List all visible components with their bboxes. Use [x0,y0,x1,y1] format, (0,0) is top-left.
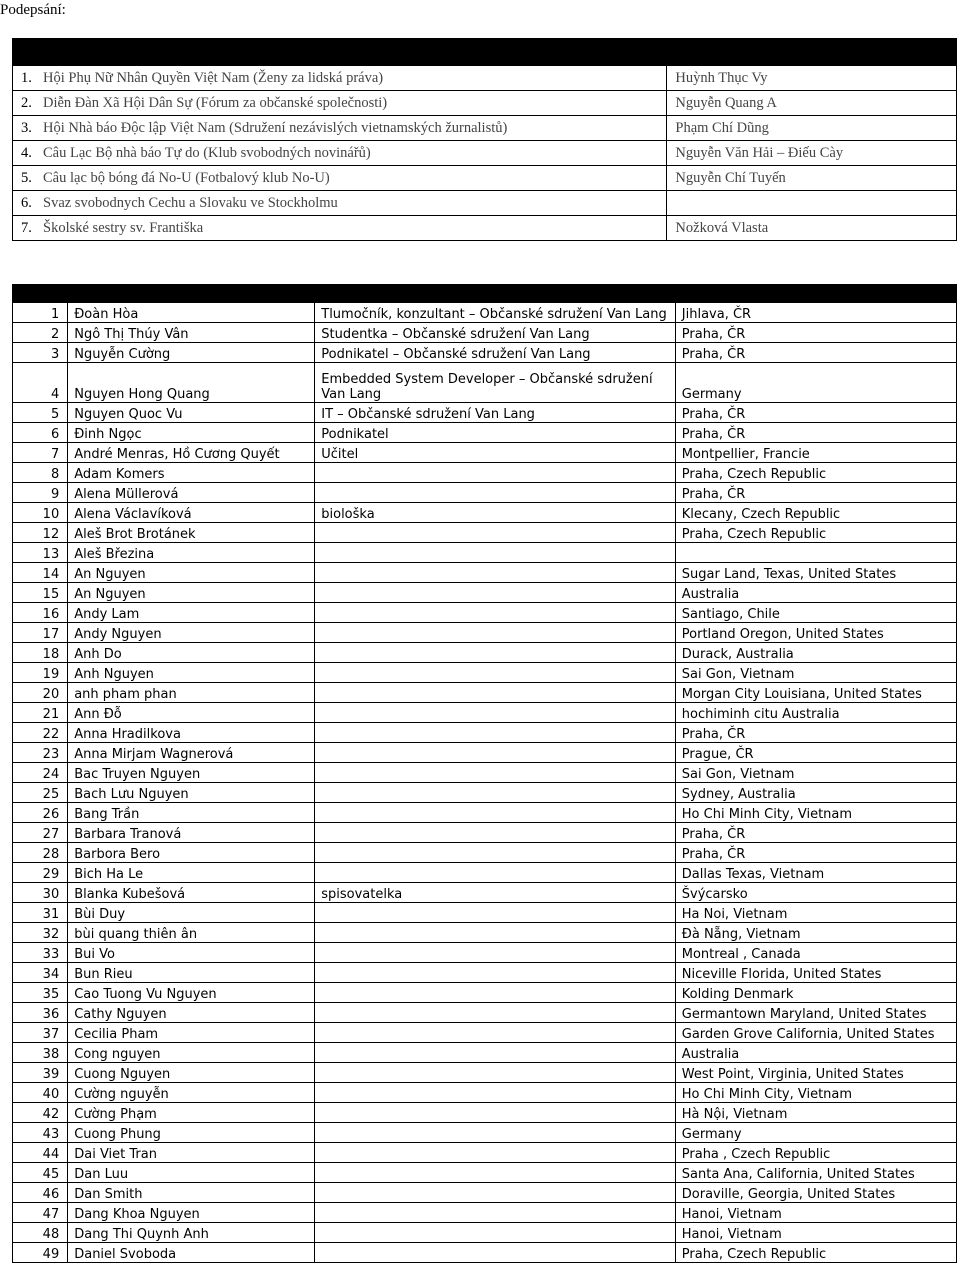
signatory-name: Daniel Svoboda [68,1243,315,1263]
signatory-row [13,943,957,963]
signatory-name: Dang Khoa Nguyen [68,1203,315,1223]
signatory-row [13,683,957,703]
signatory-number: 17 [13,623,68,643]
signatory-name: Andy Nguyen [68,623,315,643]
signatory-name: Anna Mirjam Wagnerová [68,743,315,763]
organization-representative: Nožková Vlasta [667,216,957,241]
organization-number: 7. [21,219,32,236]
signatory-occupation [315,923,676,943]
signatory-row [13,1003,957,1023]
signatory-location: Praha, ČR [675,823,956,843]
signatory-occupation [315,1103,676,1123]
signatory-row [13,663,957,683]
signatory-name: Bich Ha Le [68,863,315,883]
signatory-occupation [315,1183,676,1203]
signatory-location: Morgan City Louisiana, United States [675,683,956,703]
signatory-name: Andy Lam [68,603,315,623]
signatory-number: 36 [13,1003,68,1023]
signatory-number: 29 [13,863,68,883]
signatory-number: 13 [13,543,68,563]
signatory-location: Đà Nẵng, Vietnam [675,923,956,943]
signatory-occupation [315,843,676,863]
signatory-location: Ha Noi, Vietnam [675,903,956,923]
signatory-name: Bac Truyen Nguyen [68,763,315,783]
signatory-number: 25 [13,783,68,803]
signatory-name: Nguyen Hong Quang [68,363,315,403]
signatory-name: Ann Đỗ [68,703,315,723]
signatory-location: Durack, Australia [675,643,956,663]
signatory-name: Cong nguyen [68,1043,315,1063]
signatory-occupation [315,963,676,983]
signatory-location: Jihlava, ČR [675,303,956,323]
organization-number: 1. [21,69,32,86]
signatory-row [13,403,957,423]
organization-name: Svaz svobodnych Cechu a Slovaku ve Stockholmu [43,194,338,211]
signatory-row [13,1043,957,1063]
signatory-name: Barbora Bero [68,843,315,863]
signatory-name: Aleš Brot Brotánek [68,523,315,543]
signatory-row [13,323,957,343]
signatory-number: 37 [13,1023,68,1043]
signatory-location: Praha, ČR [675,843,956,863]
signatory-row [13,443,957,463]
signatory-name: Cường nguyễn [68,1083,315,1103]
signatory-occupation [315,563,676,583]
signatory-row [13,903,957,923]
signatory-number: 7 [13,443,68,463]
signatory-number: 48 [13,1223,68,1243]
organization-number: 4. [21,144,32,161]
signatory-occupation [315,723,676,743]
signatory-occupation [315,1083,676,1103]
signatory-row [13,703,957,723]
organization-name-cell [13,191,667,216]
signatory-location: Ho Chi Minh City, Vietnam [675,803,956,823]
organization-representative [667,191,957,216]
signatory-location: Santa Ana, California, United States [675,1163,956,1183]
signatory-number: 49 [13,1243,68,1263]
signatory-occupation [315,1023,676,1043]
signatory-occupation: Tlumočník, konzultant – Občanské sdružení Van Lang [315,303,676,323]
signatory-row [13,803,957,823]
signatory-row [13,1143,957,1163]
signatory-occupation: spisovatelka [315,883,676,903]
signatory-name: Cecilia Pham [68,1023,315,1043]
organization-representative: Nguyễn Quang A [667,91,957,116]
signatory-number: 28 [13,843,68,863]
signatory-number: 26 [13,803,68,823]
signatory-name: Adam Komers [68,463,315,483]
signatory-row [13,883,957,903]
signatory-occupation [315,623,676,643]
organization-row [13,216,957,241]
signatory-number: 2 [13,323,68,343]
signatory-location: Sugar Land, Texas, United States [675,563,956,583]
signatory-occupation [315,1163,676,1183]
signatory-row [13,423,957,443]
signatory-number: 4 [13,363,68,403]
signatory-location: Germantown Maryland, United States [675,1003,956,1023]
signatory-name: Alena Müllerová [68,483,315,503]
signatory-number: 9 [13,483,68,503]
signatory-number: 31 [13,903,68,923]
organization-representative: Nguyễn Chí Tuyến [667,166,957,191]
signatory-name: Bùi Duy [68,903,315,923]
signatory-occupation [315,663,676,683]
signatory-location: Australia [675,1043,956,1063]
signatory-name: Bang Trần [68,803,315,823]
signatories-header-row [13,285,957,303]
signatory-occupation [315,1143,676,1163]
signatory-occupation [315,483,676,503]
signatory-occupation [315,583,676,603]
signatory-occupation [315,1223,676,1243]
signatory-location: Praha, ČR [675,483,956,503]
organization-representative: Huỳnh Thục Vy [667,66,957,91]
signatory-occupation [315,943,676,963]
organization-name-cell [13,166,667,191]
signatory-name: Bach Lưu Nguyen [68,783,315,803]
signatory-location: Prague, ČR [675,743,956,763]
signatory-name: bùi quang thiên ân [68,923,315,943]
signatory-number: 32 [13,923,68,943]
signatory-number: 8 [13,463,68,483]
signatory-location: Germany [675,1123,956,1143]
organization-number: 3. [21,119,32,136]
signatory-location: Praha, ČR [675,323,956,343]
signatory-number: 14 [13,563,68,583]
signatory-number: 42 [13,1103,68,1123]
signatory-location: Hanoi, Vietnam [675,1223,956,1243]
signatory-name: Aleš Březina [68,543,315,563]
signatory-row [13,463,957,483]
signatory-location: Germany [675,363,956,403]
signatory-row [13,763,957,783]
signatory-name: Anh Do [68,643,315,663]
organization-name-cell [13,116,667,141]
signatory-location: hochiminh citu Australia [675,703,956,723]
signatory-location: Montreal , Canada [675,943,956,963]
signatory-location: Santiago, Chile [675,603,956,623]
signatory-location: Klecany, Czech Republic [675,503,956,523]
signatory-occupation [315,1003,676,1023]
signed-heading: Podepsání: [0,2,66,18]
signatory-number: 43 [13,1123,68,1143]
signatory-occupation [315,1123,676,1143]
signatory-row [13,843,957,863]
signatory-row [13,1123,957,1143]
signatory-location: Praha, ČR [675,423,956,443]
organization-name: Školské sestry sv. Františka [43,219,204,236]
signatory-name: anh pham phan [68,683,315,703]
signatory-number: 1 [13,303,68,323]
signatory-name: Blanka Kubešová [68,883,315,903]
signatory-number: 46 [13,1183,68,1203]
signatory-number: 27 [13,823,68,843]
organization-name: Hội Nhà báo Độc lập Việt Nam (Sdružení nezávislých vietnamských žurnalistů) [43,119,508,136]
signatory-occupation [315,983,676,1003]
signatory-occupation [315,823,676,843]
signatory-occupation: Učitel [315,443,676,463]
signatory-name: Barbara Tranová [68,823,315,843]
signatory-name: Cuong Phung [68,1123,315,1143]
organization-number: 5. [21,169,32,186]
signatory-name: Anna Hradilkova [68,723,315,743]
signatory-row [13,1243,957,1263]
signatory-name: Anh Nguyen [68,663,315,683]
signatory-name: Đinh Ngọc [68,423,315,443]
signatory-location: Ho Chi Minh City, Vietnam [675,1083,956,1103]
signatory-row [13,723,957,743]
signatory-number: 6 [13,423,68,443]
signatory-location: Praha, ČR [675,723,956,743]
organization-name: Câu lạc bộ bóng đá No-U (Fotbalový klub No-U) [43,169,330,186]
signatory-occupation: IT – Občanské sdružení Van Lang [315,403,676,423]
signatory-name: Cuong Nguyen [68,1063,315,1083]
signatory-number: 16 [13,603,68,623]
signatory-number: 24 [13,763,68,783]
signatory-name: Nguyen Quoc Vu [68,403,315,423]
signatory-row [13,523,957,543]
signatory-row [13,1223,957,1243]
signatory-location: Praha, Czech Republic [675,523,956,543]
signatory-number: 38 [13,1043,68,1063]
signatory-location: Kolding Denmark [675,983,956,1003]
signatory-location: Sai Gon, Vietnam [675,763,956,783]
signatories-table [12,284,957,1263]
signatory-row [13,963,957,983]
signatory-number: 47 [13,1203,68,1223]
signatory-number: 3 [13,343,68,363]
signatory-location: Portland Oregon, United States [675,623,956,643]
signatory-occupation: Podnikatel [315,423,676,443]
signatory-occupation [315,1043,676,1063]
organizations-table [12,38,957,241]
organization-representative: Nguyễn Văn Hải – Điếu Cày [667,141,957,166]
signatory-name: Bun Rieu [68,963,315,983]
signatory-name: Dan Luu [68,1163,315,1183]
signatory-row [13,863,957,883]
signatory-row [13,343,957,363]
signatory-row [13,503,957,523]
signatory-occupation [315,523,676,543]
signatory-name: Nguyễn Cường [68,343,315,363]
signatory-number: 30 [13,883,68,903]
signatory-occupation [315,743,676,763]
organization-name-cell [13,66,667,91]
signatory-row [13,363,957,403]
signatory-location: Švýcarsko [675,883,956,903]
signatory-number: 22 [13,723,68,743]
signatory-row [13,1163,957,1183]
signatory-number: 15 [13,583,68,603]
signatory-location: Hanoi, Vietnam [675,1203,956,1223]
signatory-location: Hà Nội, Vietnam [675,1103,956,1123]
signatory-occupation: biološka [315,503,676,523]
organization-name: Diễn Đàn Xã Hội Dân Sự (Fórum za občanské společnosti) [43,94,388,111]
signatory-location: Niceville Florida, United States [675,963,956,983]
signatory-location: Australia [675,583,956,603]
signatory-row [13,1183,957,1203]
signatory-occupation [315,543,676,563]
signatory-number: 40 [13,1083,68,1103]
signatory-name: Dan Smith [68,1183,315,1203]
signatory-row [13,1203,957,1223]
signatory-number: 34 [13,963,68,983]
organization-row [13,141,957,166]
signatory-name: André Menras, Hồ Cương Quyết [68,443,315,463]
organization-number: 6. [21,194,32,211]
signatory-occupation [315,643,676,663]
signatory-row [13,823,957,843]
signatory-location: Garden Grove California, United States [675,1023,956,1043]
signatory-number: 19 [13,663,68,683]
signatory-row [13,1103,957,1123]
organization-name: Hội Phụ Nữ Nhân Quyền Việt Nam (Ženy za lidská práva) [43,69,384,86]
signatory-number: 39 [13,1063,68,1083]
signatory-name: An Nguyen [68,563,315,583]
signatory-row [13,483,957,503]
signatory-location: Sydney, Australia [675,783,956,803]
signatory-row [13,583,957,603]
signatory-occupation [315,803,676,823]
signatory-row [13,1023,957,1043]
organization-number: 2. [21,94,32,111]
organization-row [13,91,957,116]
signatory-number: 10 [13,503,68,523]
signatory-location: Doraville, Georgia, United States [675,1183,956,1203]
signatory-occupation [315,863,676,883]
organization-row [13,166,957,191]
signatory-occupation [315,603,676,623]
signatory-occupation [315,783,676,803]
signatory-location: Praha, ČR [675,403,956,423]
signatory-occupation [315,703,676,723]
signatory-occupation [315,1243,676,1263]
signatory-number: 35 [13,983,68,1003]
organization-name-cell [13,141,667,166]
signatory-row [13,603,957,623]
signatory-row [13,303,957,323]
signatory-row [13,1063,957,1083]
signatory-name: Dai Viet Tran [68,1143,315,1163]
signatory-name: An Nguyen [68,583,315,603]
signatory-occupation [315,903,676,923]
signatory-occupation: Studentka – Občanské sdružení Van Lang [315,323,676,343]
organization-name-cell [13,216,667,241]
signatory-location: Praha, Czech Republic [675,463,956,483]
signatory-number: 12 [13,523,68,543]
signatory-row [13,743,957,763]
signatory-occupation [315,683,676,703]
signatory-location: Praha , Czech Republic [675,1143,956,1163]
signatory-number: 23 [13,743,68,763]
signatory-number: 20 [13,683,68,703]
signatory-name: Dang Thi Quynh Anh [68,1223,315,1243]
signatory-location: Sai Gon, Vietnam [675,663,956,683]
signatory-row [13,623,957,643]
signatory-location [675,543,956,563]
organization-representative: Phạm Chí Dũng [667,116,957,141]
signatory-name: Cường Phạm [68,1103,315,1123]
signatory-occupation [315,763,676,783]
signatory-row [13,563,957,583]
signatory-row [13,543,957,563]
organization-name: Câu Lạc Bộ nhà báo Tự do (Klub svobodných novinářů) [43,144,371,161]
organization-row [13,191,957,216]
signatory-occupation [315,463,676,483]
organization-name-cell [13,91,667,116]
signatory-name: Đoàn Hòa [68,303,315,323]
signatory-name: Cathy Nguyen [68,1003,315,1023]
signatory-occupation: Podnikatel – Občanské sdružení Van Lang [315,343,676,363]
signatory-occupation [315,1063,676,1083]
signatory-occupation [315,1203,676,1223]
signatory-number: 18 [13,643,68,663]
signatory-name: Cao Tuong Vu Nguyen [68,983,315,1003]
signatory-location: Dallas Texas, Vietnam [675,863,956,883]
signatory-number: 5 [13,403,68,423]
signatory-row [13,983,957,1003]
signatory-location: Montpellier, Francie [675,443,956,463]
signatory-row [13,783,957,803]
signatory-location: Praha, ČR [675,343,956,363]
organizations-header-row [13,39,957,66]
signatory-name: Ngô Thị Thúy Vân [68,323,315,343]
signatory-row [13,1083,957,1103]
signatory-number: 45 [13,1163,68,1183]
signatory-number: 44 [13,1143,68,1163]
signatory-row [13,643,957,663]
signatory-location: Praha, Czech Republic [675,1243,956,1263]
signatory-location: West Point, Virginia, United States [675,1063,956,1083]
signatory-row [13,923,957,943]
signatory-name: Bui Vo [68,943,315,963]
signatory-number: 33 [13,943,68,963]
signatory-occupation: Embedded System Developer – Občanské sdružení Van Lang [315,363,676,403]
signatory-name: Alena Václavíková [68,503,315,523]
organization-row [13,116,957,141]
organization-row [13,66,957,91]
signatory-number: 21 [13,703,68,723]
